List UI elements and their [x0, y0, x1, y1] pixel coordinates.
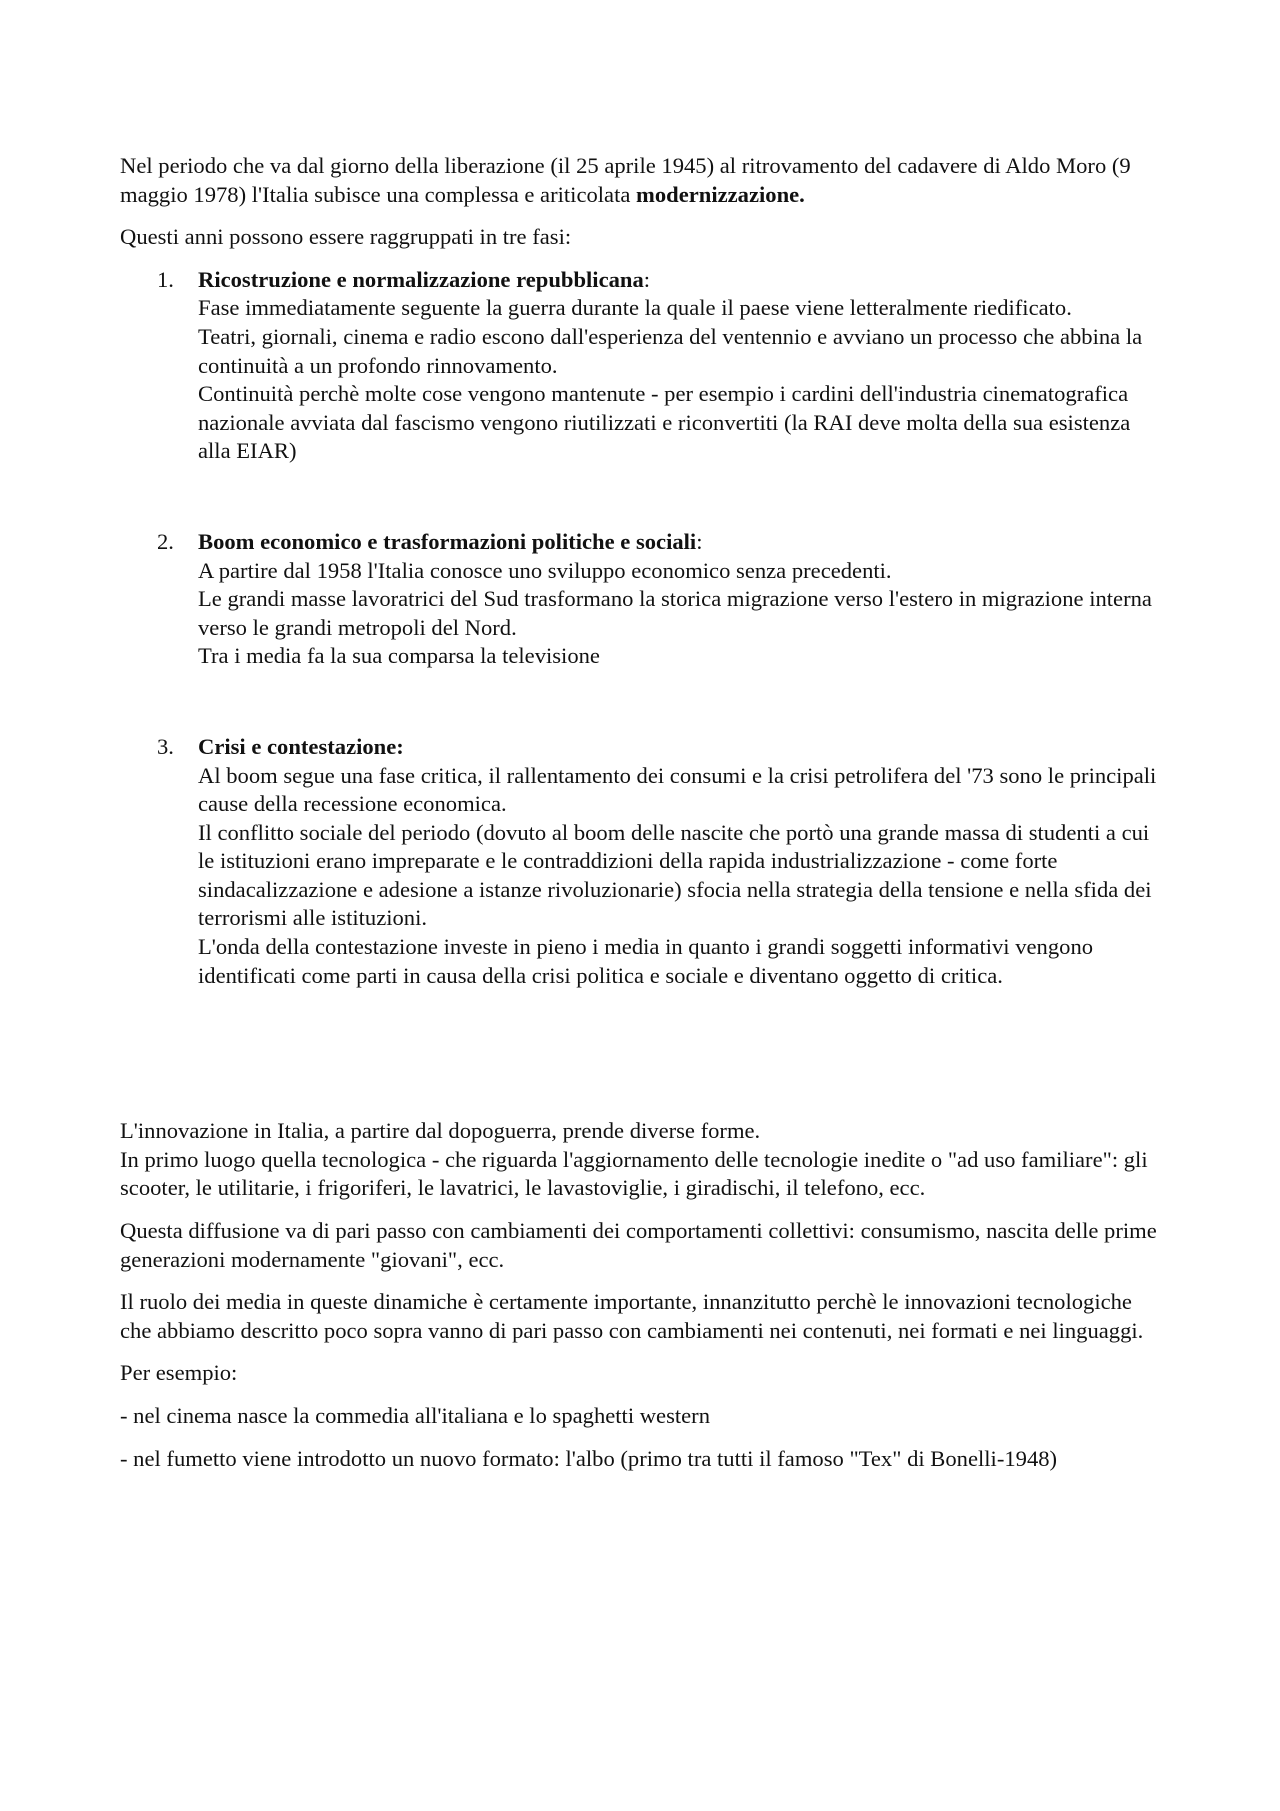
phases-intro: Questi anni possono essere raggruppati in tre fasi: — [120, 224, 572, 250]
intro-text: Nel periodo che va dal giorno della liberazione (il 25 aprile 1945) al ritrovamento del cadavere di Aldo Moro (9 maggio 1978) l'Italia subisce una complessa e ariticolata — [120, 153, 1131, 207]
phases-list — [120, 266, 1165, 990]
phase-text: Le grandi masse lavoratrici del Sud trasformano la storica migrazione verso l'estero in migrazione interna verso le grandi metropoli del Nord. — [198, 586, 1152, 640]
phase-item-1: 1. Ricostruzione e normalizzazione repubblicana: Fase immediatamente seguente la guerra durante la quale il paese viene letteralmente riedificato. Teatri, giornali, cinema e radio escono dall'esperienza del ventennio e avviano un processo che abbina la continuità a un profondo rinnovamento. Continuità perchè molte cose vengono mantenute - per esempio i cardini dell'industria cinematografica nazionale avviata dal fascismo vengono riutilizzati e riconvertiti (la RAI deve molta della sua esistenza alla EIAR) — [120, 266, 1165, 466]
example-item: - nel cinema nasce la commedia all'italiana e lo spaghetti western — [120, 1403, 711, 1428]
phase-item-2: 2. Boom economico e trasformazioni politiche e sociali: A partire dal 1958 l'Italia conosce uno sviluppo economico senza precedenti. Le grandi masse lavoratrici del Sud trasformano la storica migrazione verso l'estero in migrazione interna verso le grandi metropoli del Nord. Tra i media fa la sua comparsa la televisione — [120, 528, 1165, 671]
phase-text: Al boom segue una fase critica, il rallentamento dei consumi e la crisi petrolifera del '73 sono le principali cause della recessione economica. — [198, 762, 1157, 817]
phase-text: Fase immediatamente seguente la guerra durante la quale il paese viene letteralmente riedificato. — [198, 295, 1072, 321]
diffusion-paragraph: Questa diffusione va di pari passo con cambiamenti dei comportamenti collettivi: consumismo, nascita delle prime generazioni modernamente "giovani", ecc. — [120, 1218, 1157, 1272]
phase-number: 3. — [157, 733, 174, 759]
intro-bold-term: modernizzazione. — [636, 181, 805, 207]
phase-text: A partire dal 1958 l'Italia conosce uno sviluppo economico senza precedenti. — [198, 557, 892, 583]
media-role-paragraph: Il ruolo dei media in queste dinamiche è certamente importante, innanzitutto perchè le innovazioni tecnologiche che abbiamo descritto poco sopra vanno di pari passo con cambiamenti nei contenuti, nei formati e nei linguaggi. — [120, 1289, 1144, 1343]
phase-text: Il conflitto sociale del periodo (dovuto al boom delle nascite che portò una grande massa di studenti a cui le istituzioni erano impreparate e le contraddizioni della rapida industrializzazione - come forte sindacalizzazione e adesione a istanze rivoluzionarie) sfocia nella strategia della tensione e nella sfida dei terrorismi alle istituzioni. — [198, 819, 1152, 931]
example-item: - nel fumetto viene introdotto un nuovo formato: l'albo (primo tra tutti il famoso "Tex" di Bonelli-1948) — [120, 1445, 1058, 1471]
example-intro: Per esempio: — [120, 1360, 238, 1386]
phase-text: L'onda della contestazione investe in pieno i media in quanto i grandi soggetti informativi vengono identificati come parti in causa della crisi politica e sociale e diventano oggetto di critica. — [198, 934, 1094, 988]
phase-text: Teatri, giornali, cinema e radio escono dall'esperienza del ventennio e avviano un processo che abbina la continuità a un profondo rinnovamento. — [198, 323, 1143, 378]
phase-number: 2. — [157, 528, 174, 554]
phase-item-3 — [120, 733, 1165, 990]
innovation-line: L'innovazione in Italia, a partire dal dopoguerra, prende diverse forme. — [120, 1118, 761, 1144]
phase-text: Continuità perchè molte cose vengono mantenute - per esempio i cardini dell'industria cinematografica nazionale avviata dal fascismo vengono riutilizzati e riconvertiti (la RAI deve molta della sua esistenza alla EIAR) — [198, 381, 1131, 464]
phase-title: Ricostruzione e normalizzazione repubblicana — [198, 266, 644, 292]
phase-text: Tra i media fa la sua comparsa la televisione — [198, 643, 600, 669]
phase-number: 1. — [157, 266, 174, 292]
document-body — [120, 152, 1165, 1487]
section-spacer — [120, 990, 1165, 1117]
phase-title: Crisi e contestazione: — [198, 733, 404, 759]
innovation-paragraph — [120, 1117, 1165, 1203]
intro-paragraph — [120, 152, 1165, 209]
phase-title: Boom economico e trasformazioni politiche e sociali — [198, 528, 697, 554]
innovation-line: In primo luogo quella tecnologica - che riguarda l'aggiornamento delle tecnologie inedite o "ad uso familiare": gli scooter, le utilitarie, i frigoriferi, le lavatrici, le lavastoviglie, i giradischi, il telefono, ecc. — [120, 1146, 1148, 1201]
